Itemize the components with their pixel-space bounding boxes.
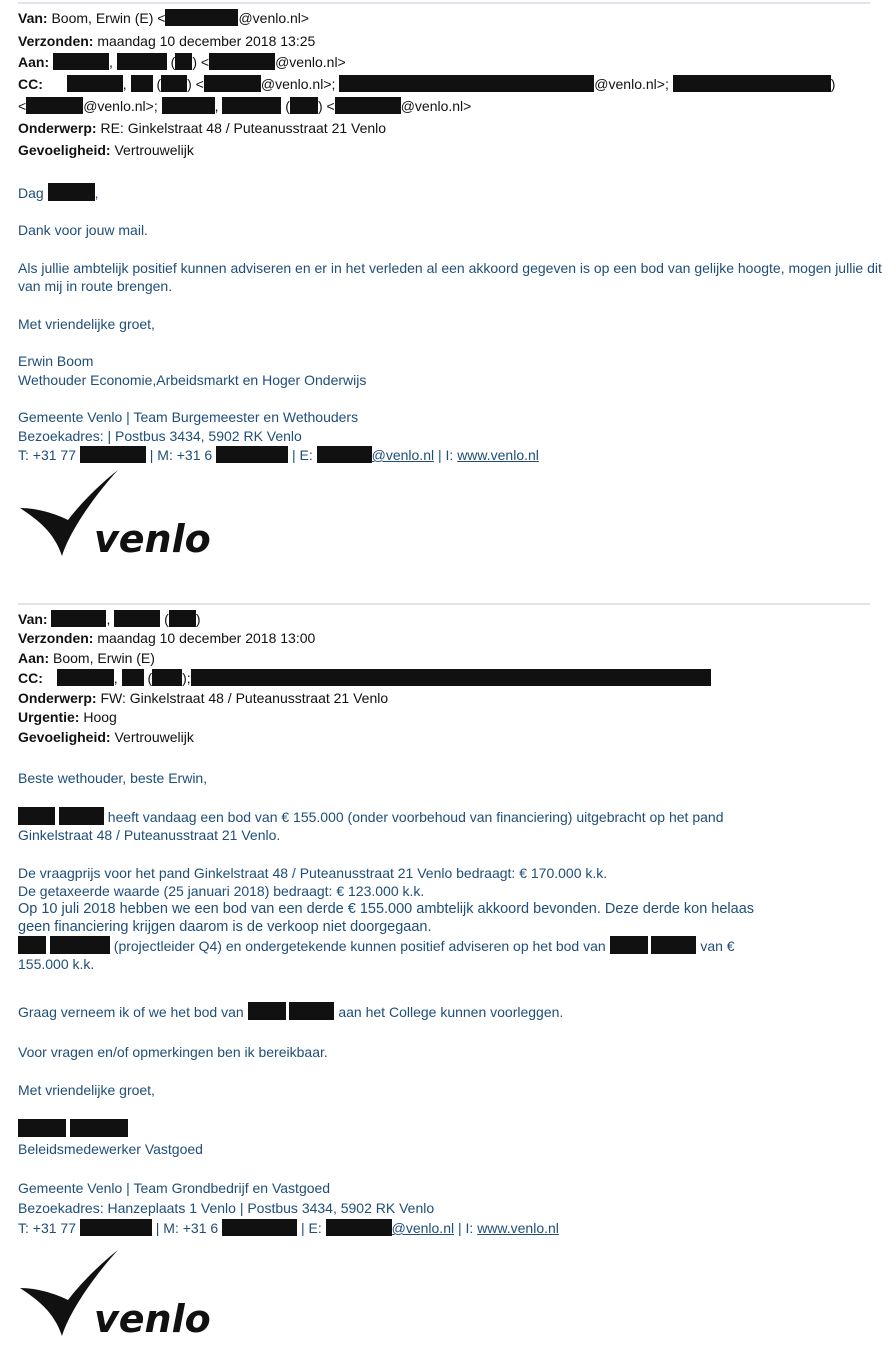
- email1-paragraph-2: [18, 259, 886, 295]
- email-link[interactable]: @venlo.nl: [391, 1220, 455, 1236]
- email1-paragraph-1: [18, 221, 148, 239]
- subject-value: FW: Ginkelstraat 48 / Puteanusstraat 21 Venlo: [100, 690, 389, 706]
- cc-label: CC:: [18, 670, 43, 686]
- signer-role: Beleidsmedewerker Vastgoed: [18, 1141, 203, 1157]
- website-link[interactable]: www.venlo.nl: [457, 447, 539, 463]
- email1-contact-line: [18, 446, 539, 464]
- paragraph-line: Ginkelstraat 48 / Puteanusstraat 21 Venlo.: [18, 827, 281, 843]
- email2-sent-line: [18, 628, 315, 649]
- cc-label: CC:: [18, 76, 43, 92]
- subject-label: Onderwerp:: [18, 690, 97, 706]
- signer-name: Erwin Boom: [18, 353, 94, 369]
- email1-greeting: Dag ,: [18, 185, 99, 201]
- email1-signer-name: [18, 352, 93, 370]
- sensitivity-label: Gevoeligheid:: [18, 142, 111, 158]
- email1-subject-line: [18, 118, 386, 139]
- redaction: [222, 1219, 297, 1236]
- to-label: Aan:: [18, 650, 50, 666]
- redaction: [339, 75, 594, 92]
- redaction: [248, 1002, 286, 1020]
- email1-cc-line-2: < @venlo.nl>; , ( ) < @venlo.nl>: [18, 98, 472, 114]
- subject-value: RE: Ginkelstraat 48 / Puteanusstraat 21 Venlo: [100, 120, 387, 136]
- paragraph-line: geen financiering krijgen daarom is de verkoop niet doorgegaan.: [18, 919, 432, 935]
- address-text: Bezoekadres: | Postbus 3434, 5902 RK Venlo: [18, 428, 302, 444]
- redaction: [290, 97, 318, 114]
- paragraph-text: aan het College kunnen voorleggen.: [338, 1004, 564, 1020]
- redaction: [117, 53, 167, 70]
- venlo-logo-text: venlo: [94, 1297, 211, 1341]
- greeting-text: Beste wethouder, beste Erwin,: [18, 770, 208, 786]
- email2-paragraph-1: [18, 807, 723, 844]
- redaction: [162, 97, 215, 114]
- redaction: [50, 936, 110, 954]
- redaction: [18, 936, 46, 954]
- email-link[interactable]: @venlo.nl: [371, 447, 435, 463]
- venlo-logo: [18, 1250, 211, 1342]
- greeting-text: Dag: [18, 185, 44, 201]
- cc-domain: @venlo.nl>;: [260, 76, 336, 92]
- website-label: | I:: [457, 1220, 474, 1236]
- redaction: [67, 75, 123, 92]
- email1-address-line: [18, 427, 302, 445]
- email2-cc-line: CC: , ( );: [18, 668, 711, 689]
- email2-urgency-line: [18, 707, 117, 728]
- closing-text: Met vriendelijke groet,: [18, 1082, 155, 1098]
- top-separator: [18, 2, 870, 4]
- mobile-label: | M: +31 6: [155, 1220, 219, 1236]
- email1-to-line: Aan: , ( ) < @venlo.nl>: [18, 54, 346, 70]
- sensitivity-value: Vertrouwelijk: [114, 729, 194, 745]
- redaction: [51, 610, 106, 627]
- email2-address-line: [18, 1199, 434, 1217]
- website-link[interactable]: www.venlo.nl: [477, 1220, 559, 1236]
- redaction: [169, 610, 196, 627]
- redaction: [26, 97, 83, 114]
- urgency-label: Urgentie:: [18, 709, 80, 725]
- redaction: [165, 9, 238, 26]
- redaction: [161, 75, 187, 92]
- to-label: Aan:: [18, 54, 50, 70]
- email1-from-line: [18, 8, 309, 29]
- org-text: Gemeente Venlo | Team Burgemeester en Wethouders: [18, 409, 359, 425]
- paragraph-line: [18, 936, 754, 955]
- redaction: [222, 97, 281, 114]
- paragraph-text: Graag verneem ik of we het bod van: [18, 1004, 244, 1020]
- cc-domain: @venlo.nl>: [400, 98, 472, 114]
- from-label: Van:: [18, 611, 48, 627]
- sent-value: maandag 10 december 2018 13:00: [97, 630, 316, 646]
- sent-label: Verzonden:: [18, 630, 94, 646]
- redaction: [175, 53, 192, 70]
- paragraph-line: De getaxeerde waarde (25 januari 2018) bedraagt: € 123.000 k.k.: [18, 883, 425, 899]
- redaction: [80, 446, 146, 463]
- phone-label: T: +31 77: [18, 447, 76, 463]
- email2-signer-role: [18, 1140, 203, 1158]
- redaction: [18, 1119, 66, 1137]
- email2-paragraph-3: [18, 1002, 563, 1021]
- redaction: [289, 1002, 334, 1020]
- email1-cc-line: CC: , ( ) < @venlo.nl>; @venlo.nl>; ): [18, 76, 836, 92]
- email2-to-line: [18, 648, 155, 669]
- redaction: [216, 446, 288, 463]
- redaction: [59, 807, 104, 825]
- email2-closing: [18, 1081, 155, 1099]
- redaction: [131, 75, 153, 92]
- redaction: [122, 669, 144, 686]
- email2-from-line: Van: , ( ): [18, 611, 201, 627]
- redaction: [53, 53, 109, 70]
- email2-org-line: [18, 1179, 330, 1197]
- email-label: | E:: [291, 447, 313, 463]
- paragraph-text: Als jullie ambtelijk positief kunnen adviseren en er in het verleden al een akkoord gegeven is op een bod van gelijke hoogte, mogen jullie dit van mij in route brengen.: [18, 260, 882, 294]
- phone-label: T: +31 77: [18, 1220, 76, 1236]
- redaction: [114, 610, 160, 627]
- paragraph-text: heeft vandaag een bod van € 155.000 (onder voorbehoud van financiering) uitgebracht op het pand: [107, 809, 724, 825]
- paragraph-text: Dank voor jouw mail.: [18, 222, 148, 238]
- paragraph-line: [18, 807, 723, 826]
- signer-role: Wethouder Economie,Arbeidsmarkt en Hoger Onderwijs: [18, 372, 367, 388]
- to-value: Boom, Erwin (E): [53, 650, 155, 666]
- email2-sensitivity-line: [18, 727, 194, 748]
- redaction: [48, 183, 95, 201]
- redaction: [191, 669, 711, 686]
- redaction: [152, 669, 182, 686]
- redaction: [209, 53, 275, 70]
- email1-sent-line: [18, 31, 315, 52]
- sent-label: Verzonden:: [18, 33, 94, 49]
- email1-sensitivity-line: [18, 140, 194, 161]
- paragraph-text: Voor vragen en/of opmerkingen ben ik bereikbaar.: [18, 1044, 328, 1060]
- redaction: [204, 75, 261, 92]
- paragraph-line: Op 10 juli 2018 hebben we een bod van een derde € 155.000 ambtelijk akkoord bevonden. Deze derde kon helaas: [18, 901, 755, 917]
- redaction: [80, 1219, 152, 1236]
- sensitivity-label: Gevoeligheid:: [18, 729, 111, 745]
- email1-org-line: [18, 408, 358, 426]
- email2-paragraph-4: [18, 1043, 328, 1061]
- website-label: | I:: [437, 447, 454, 463]
- redaction: [335, 97, 401, 114]
- redaction: [317, 446, 372, 463]
- email2-contact-line: [18, 1219, 559, 1237]
- mobile-label: | M: +31 6: [149, 447, 213, 463]
- cc-domain: @venlo.nl>;: [594, 76, 669, 92]
- email-separator: [18, 603, 870, 605]
- from-value: Boom, Erwin (E) <: [51, 10, 166, 26]
- address-text: Bezoekadres: Hanzeplaats 1 Venlo | Postbus 3434, 5902 RK Venlo: [18, 1200, 435, 1216]
- from-label: Van:: [18, 10, 48, 26]
- sensitivity-value: Vertrouwelijk: [114, 142, 194, 158]
- org-text: Gemeente Venlo | Team Grondbedrijf en Vastgoed: [18, 1180, 331, 1196]
- closing-text: Met vriendelijke groet,: [18, 316, 155, 332]
- redaction: [651, 936, 696, 954]
- email2-greeting: [18, 769, 207, 787]
- subject-label: Onderwerp:: [18, 120, 97, 136]
- to-domain: @venlo.nl>: [275, 54, 346, 70]
- email2-signer-name: [18, 1119, 128, 1138]
- paragraph-line: De vraagprijs voor het pand Ginkelstraat 48 / Puteanusstraat 21 Venlo bedraagt: € 170.000 k.k.: [18, 865, 608, 881]
- email2-paragraph-2: [18, 864, 754, 973]
- email1-signer-role: [18, 371, 366, 389]
- redaction: [70, 1119, 128, 1137]
- paragraph-line: 155.000 k.k.: [18, 956, 95, 972]
- venlo-logo-text: venlo: [94, 517, 211, 561]
- redaction: [18, 807, 55, 825]
- redaction: [610, 936, 648, 954]
- redaction: [57, 669, 114, 686]
- paragraph-text: van €: [700, 938, 735, 954]
- redaction: [326, 1219, 392, 1236]
- email-label: | E:: [300, 1220, 322, 1236]
- email2-subject-line: [18, 688, 388, 709]
- sent-value: maandag 10 december 2018 13:25: [97, 33, 316, 49]
- paragraph-text: (projectleider Q4) en ondergetekende kunnen positief adviseren op het bod van: [113, 938, 606, 954]
- redaction: [673, 75, 831, 92]
- venlo-logo: [18, 470, 211, 562]
- email1-closing: [18, 315, 155, 333]
- cc-domain: @venlo.nl>;: [83, 98, 158, 114]
- from-domain: @venlo.nl>: [238, 10, 310, 26]
- urgency-value: Hoog: [83, 709, 117, 725]
